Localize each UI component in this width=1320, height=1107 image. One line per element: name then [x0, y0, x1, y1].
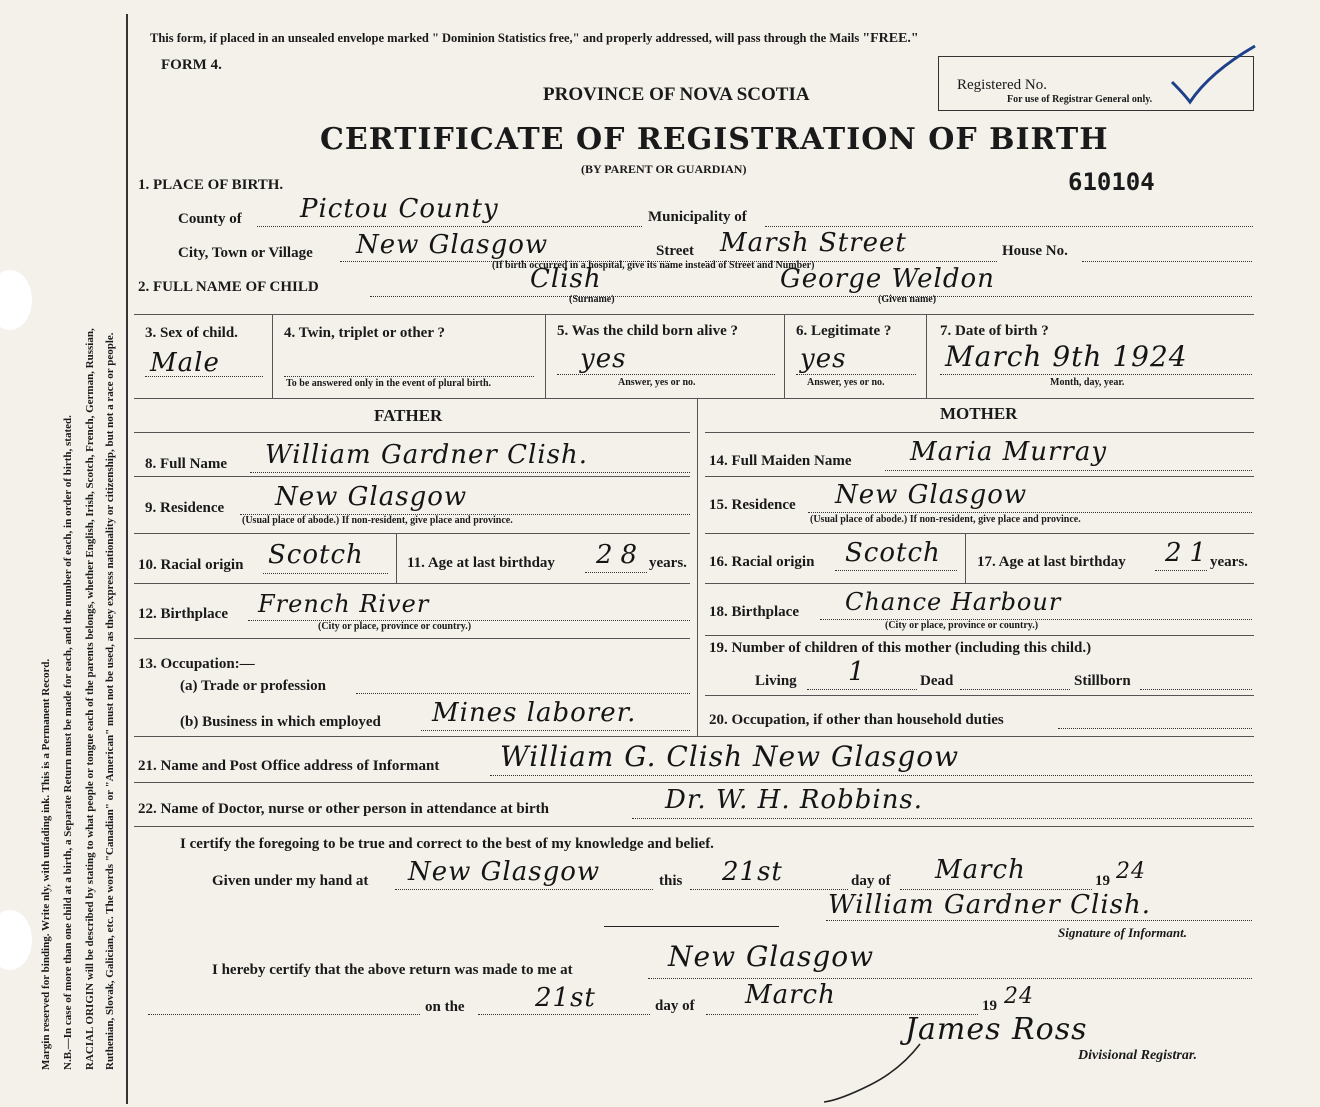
municipality-label: Municipality of — [648, 209, 747, 225]
father-occupation-label: 13. Occupation:— — [138, 656, 255, 672]
binding-hole-top — [0, 270, 32, 330]
given-name-caption: (Given name) — [878, 294, 937, 305]
mother-race-label: 16. Racial origin — [709, 554, 815, 570]
dob-value: March 9th 1924 — [945, 340, 1188, 373]
sex-label: 3. Sex of child. — [145, 325, 238, 341]
legitimate-value: yes — [800, 344, 847, 374]
mother-name-label: 14. Full Maiden Name — [709, 453, 852, 469]
registrar-day-of-label: day of — [655, 998, 695, 1014]
informant-signature: William Gardner Clish. — [828, 890, 1151, 920]
street-value: Marsh Street — [720, 228, 907, 258]
given-year-prefix: 19 — [1095, 873, 1110, 889]
given-month-value: March — [935, 855, 1026, 885]
place-of-birth-label: 1. PLACE OF BIRTH. — [138, 177, 284, 193]
on-the-label: on the — [425, 999, 465, 1015]
father-race-label: 10. Racial origin — [138, 557, 244, 573]
dob-note: Month, day, year. — [1050, 377, 1125, 388]
informant-label: 21. Name and Post Office address of Informant — [138, 758, 440, 774]
registrar-year-prefix: 19 — [982, 998, 997, 1014]
given-year-suffix: 24 — [1116, 859, 1146, 884]
certificate-subtitle: (BY PARENT OR GUARDIAN) — [581, 162, 747, 176]
check-mark-icon — [1170, 42, 1260, 112]
father-birthplace-value: French River — [258, 590, 430, 618]
informant-value: William G. Clish New Glasgow — [500, 740, 960, 773]
registrar-use-note: For use of Registrar General only. — [1007, 94, 1153, 105]
informant-signature-caption: Signature of Informant. — [1058, 925, 1187, 940]
trade-label: (a) Trade or profession — [180, 678, 326, 694]
mail-note: This form, if placed in an unsealed envelope marked " Dominion Statistics free," and properly addressed, will pass through the Mails "FREE." — [150, 31, 919, 46]
mother-residence-value: New Glasgow — [835, 480, 1028, 510]
province-heading: PROVINCE OF NOVA SCOTIA — [543, 84, 810, 105]
alive-label: 5. Was the child born alive ? — [557, 323, 738, 339]
alive-note: Answer, yes or no. — [618, 377, 696, 388]
street-label: Street — [656, 243, 695, 259]
mother-birthplace-value: Chance Harbour — [845, 588, 1062, 616]
mother-race-value: Scotch — [845, 538, 941, 568]
living-value: 1 — [848, 657, 866, 687]
father-birthplace-label: 12. Birthplace — [138, 606, 228, 622]
legitimate-note: Answer, yes or no. — [807, 377, 885, 388]
margin-note-2: N.B.—In case of more than one child at a birth, a Separate Return must be made for each, and the number of each, in order of birth, stated. — [62, 415, 74, 1070]
registrar-place-value: New Glasgow — [668, 940, 875, 973]
doctor-value: Dr. W. H. Robbins. — [665, 785, 924, 815]
father-years-label: years. — [649, 555, 687, 571]
day-of-label: day of — [851, 873, 891, 889]
hospital-note: (If birth occurred in a hospital, give its name instead of Street and Number) — [492, 260, 815, 271]
business-label: (b) Business in which employed — [180, 714, 381, 730]
child-given-name: George Weldon — [780, 264, 995, 294]
mother-age-label: 17. Age at last birthday — [977, 554, 1126, 570]
mother-age-value: 21 — [1165, 538, 1215, 568]
father-age-value: 28 — [596, 540, 646, 570]
twin-label: 4. Twin, triplet or other ? — [284, 325, 445, 341]
registrar-year-suffix: 24 — [1004, 984, 1034, 1009]
registered-label: Registered No. — [957, 77, 1047, 93]
binding-rule — [126, 14, 128, 1104]
this-label: this — [659, 873, 683, 889]
stillborn-label: Stillborn — [1074, 673, 1131, 689]
registrar-text: I hereby certify that the above return was made to me at — [212, 962, 573, 978]
margin-note-1: Margin reserved for binding. Write nly, with unfading ink. This is a Permanent Record. — [40, 658, 52, 1070]
child-name-label: 2. FULL NAME OF CHILD — [138, 279, 319, 295]
city-value: New Glasgow — [356, 230, 549, 260]
mother-birthplace-label: 18. Birthplace — [709, 604, 799, 620]
given-place-value: New Glasgow — [408, 857, 601, 887]
registrar-month-value: March — [745, 980, 836, 1010]
house-number-label: House No. — [1002, 243, 1068, 259]
mother-residence-label: 15. Residence — [709, 497, 796, 513]
child-surname: Clish — [530, 264, 602, 294]
father-birthplace-note: (City or place, province or country.) — [318, 621, 472, 632]
margin-note-4: Ruthenian, Slovak, Galician, etc. The words "Canadian" or "American" must not be used, as they express nationality or citizenship, but not a race or people. — [104, 332, 116, 1070]
twin-note: To be answered only in the event of plural birth. — [286, 378, 492, 389]
dead-label: Dead — [920, 673, 954, 689]
father-name-label: 8. Full Name — [145, 456, 228, 472]
mother-occupation-label: 20. Occupation, if other than household duties — [709, 712, 1004, 728]
alive-value: yes — [580, 344, 627, 374]
surname-caption: (Surname) — [569, 294, 615, 305]
father-residence-note: (Usual place of abode.) If non-resident, give place and province. — [242, 515, 513, 526]
form-number: FORM 4. — [161, 57, 222, 73]
father-age-label: 11. Age at last birthday — [407, 555, 555, 571]
margin-note-3: RACIAL ORIGIN will be described by stating to what people or tongue each of the parents belongs, whether English, Irish, Scotch, French, German, Russian, — [84, 328, 96, 1070]
registrar-signature: James Ross — [905, 1012, 1088, 1047]
certificate-title: CERTIFICATE OF REGISTRATION OF BIRTH — [320, 122, 1109, 157]
business-value: Mines laborer. — [432, 698, 637, 728]
living-label: Living — [755, 673, 797, 689]
mother-name-value: Maria Murray — [910, 437, 1108, 467]
registrar-caption: Divisional Registrar. — [1078, 1048, 1198, 1063]
city-label: City, Town or Village — [178, 245, 313, 261]
legitimate-label: 6. Legitimate ? — [796, 323, 892, 339]
children-count-label: 19. Number of children of this mother (including this child.) — [709, 640, 1092, 656]
mother-residence-note: (Usual place of abode.) If non-resident, give place and province. — [810, 514, 1081, 525]
registrar-day-value: 21st — [535, 983, 596, 1013]
father-residence-label: 9. Residence — [145, 500, 225, 516]
mother-heading: MOTHER — [940, 404, 1018, 423]
certificate-number: 610104 — [1068, 168, 1155, 196]
county-label: County of — [178, 211, 242, 227]
mother-birthplace-note: (City or place, province or country.) — [885, 620, 1039, 631]
father-residence-value: New Glasgow — [275, 482, 468, 512]
signature-flourish — [820, 1040, 930, 1106]
binding-hole-bottom — [0, 910, 32, 970]
sex-value: Male — [150, 348, 220, 378]
father-heading: FATHER — [374, 406, 443, 425]
dob-label: 7. Date of birth ? — [940, 323, 1049, 339]
given-under-hand-label: Given under my hand at — [212, 873, 369, 889]
mother-years-label: years. — [1210, 554, 1248, 570]
doctor-label: 22. Name of Doctor, nurse or other person in attendance at birth — [138, 801, 549, 817]
given-day-value: 21st — [722, 857, 783, 887]
father-name-value: William Gardner Clish. — [265, 440, 588, 470]
father-race-value: Scotch — [268, 540, 364, 570]
certify-text: I certify the foregoing to be true and correct to the best of my knowledge and belief. — [180, 836, 714, 852]
county-value: Pictou County — [300, 194, 499, 224]
